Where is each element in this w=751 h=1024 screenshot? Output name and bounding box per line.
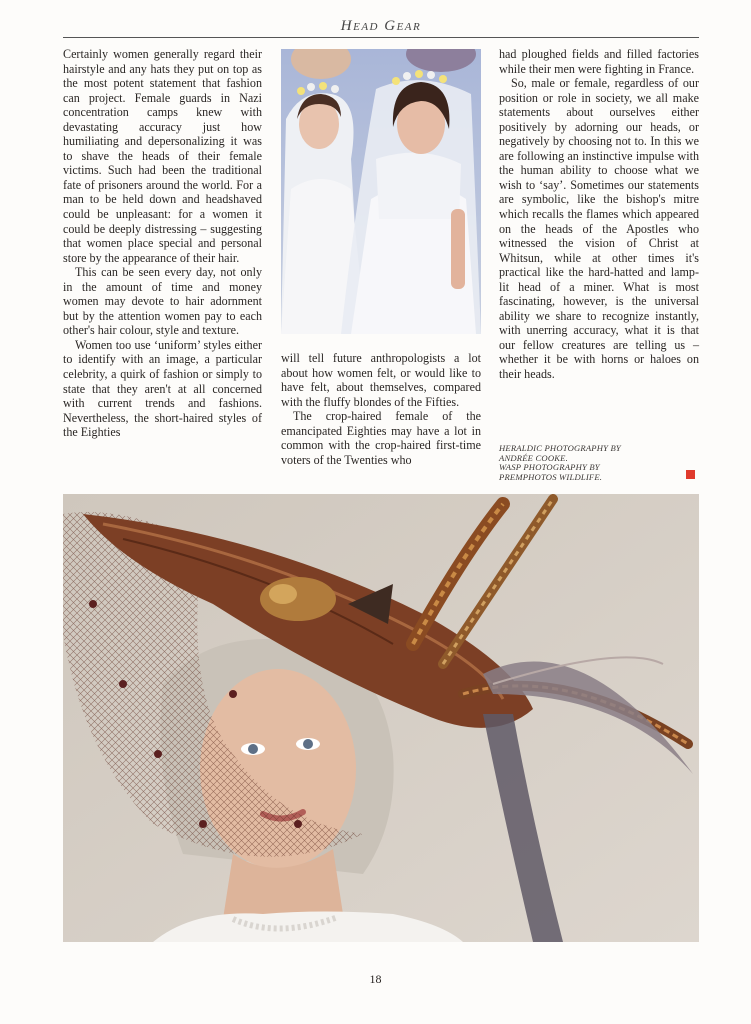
paragraph: Women too use ‘uniform’ styles either to identify with an image, a particular celebrity, a quirk of fashion or simply to state that they aren't at all concerned with current trends and fashions. Nevertheless, the short-haired styles of the Eighties — [63, 337, 262, 440]
text-column-2 — [281, 351, 481, 467]
credit-line: PREMPHOTOS WILDLIFE. — [499, 471, 603, 482]
paragraph: Certainly women generally regard their hairstyle and any hats they put on top as the most potent statement that fashion can project. Female guards in Nazi concentration camps knew with devastating accuracy just how humiliating and depersonalizing it was to shave the heads of their female victims. Such had been the traditional fate of prisoners around the world. For a man to be held down and headshaved could be unpleasant: for a women it could be deeply distressing – suggesting that women place special and personal store by the appearance of their hair. — [63, 47, 262, 265]
credit-line: HERALDIC PHOTOGRAPHY BY — [499, 443, 621, 453]
photo-credits — [499, 444, 669, 482]
paragraph: will tell future anthropologists a lot about how women felt, or would like to have felt, about themselves, compared with the fluffy blondes of the Fifties. — [281, 351, 481, 409]
feathered-hat-photo — [63, 494, 699, 942]
header-rule — [63, 37, 699, 38]
communion-girls-photo — [281, 49, 481, 334]
end-of-article-square — [686, 470, 695, 479]
page-number: 18 — [369, 972, 382, 986]
text-column-3 — [499, 47, 699, 382]
paragraph: So, male or female, regardless of our position or role in society, we all make statements about ourselves either positively by adorning our heads, or negatively by choosing not to. In this we are following an instinctive impulse with the human ability to choose what we wish to ‘say’. Sometimes our statements are symbolic, like the bishop's mitre which recalls the flames which appeared on the heads of the Apostles who witnessed the vision of Christ at Whitsun, while at other times it's practical like the hard-hatted and lamp-lit head of a miner. What is most fascinating, however, is the universal ability we share to recognize instantly, with unerring accuracy, what it is that our fellow creatures are telling us – whether it be with horns or haloes on their heads. — [499, 76, 699, 382]
credit-line: WASP PHOTOGRAPHY BY — [499, 462, 600, 473]
paragraph: The crop-haired female of the emancipated Eighties may have a lot in common with the crop-haired first-time voters of the Twenties who — [281, 409, 481, 467]
paragraph: had ploughed fields and filled factories while their men were fighting in France. — [499, 47, 699, 76]
paragraph: This can be seen every day, not only in the amount of time and money women may devote to hair adornment but by the attention women pay to each other's hair colour, style and texture. — [63, 265, 262, 338]
running-title: Head Gear — [340, 18, 422, 34]
credit-line: ANDRÉE COOKE. — [499, 452, 568, 463]
text-column-1 — [63, 47, 262, 440]
